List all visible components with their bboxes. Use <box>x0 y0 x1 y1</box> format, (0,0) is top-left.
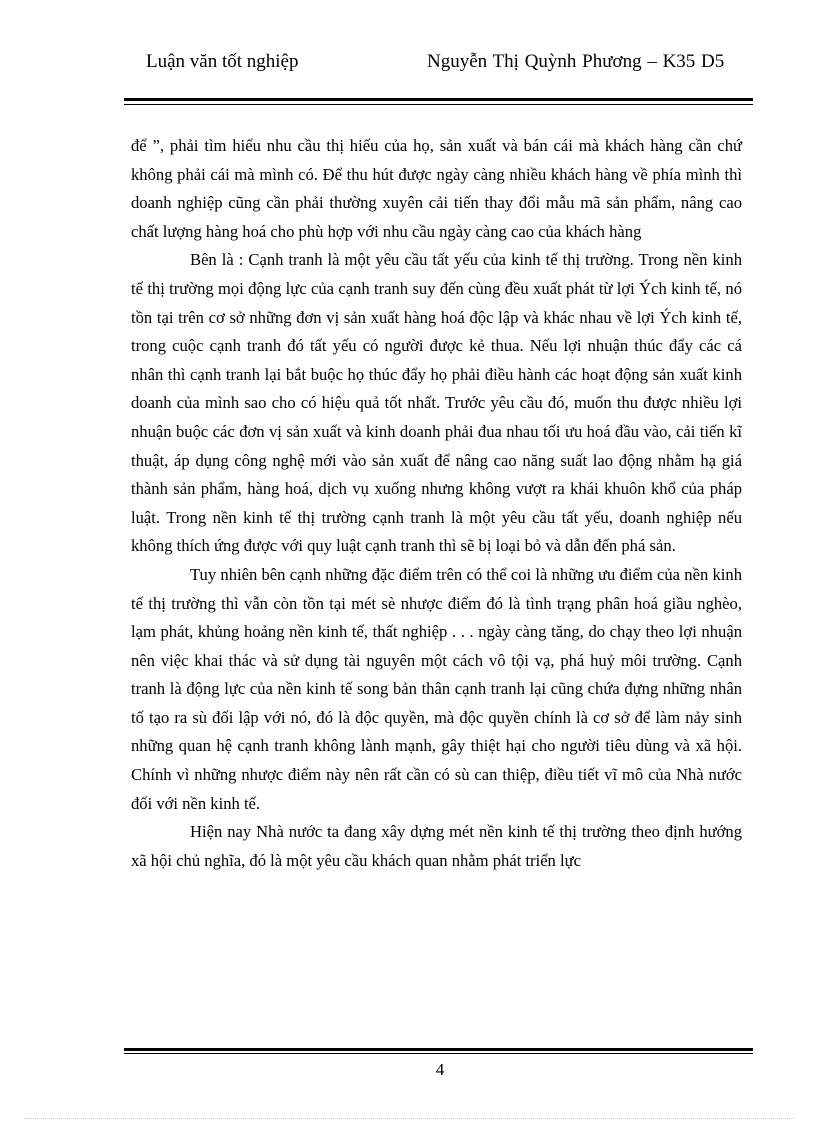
header-rule-thick <box>124 98 753 101</box>
paragraph: Bên là : Cạnh tranh là một yêu cầu tất yếu của kinh tế thị trường. Trong nền kinh tế thị trường mọi động lực của cạnh tranh suy đến cùng đều xuất phát từ lợi Ých kinh tế, nó tồn tại trên cơ sở những đơn vị sản xuất hàng hoá độc lập và khác nhau về lợi Ých kinh tế, trong cuộc cạnh tranh đó tất yếu có người được kẻ thua. Nếu lợi nhuận thúc đẩy các cá nhân thì cạnh tranh lại bắt buộc họ thúc đẩy họ phải điều hành các hoạt động sản xuất kinh doanh của mình sao cho có hiệu quả tốt nhất. Trước yêu cầu đó, muốn thu được nhiều lợi nhuận buộc các đơn vị sản xuất và kinh doanh phải đua nhau tối ưu hoá đầu vào, cải tiến kĩ thuật, áp dụng công nghệ mới vào sản xuất để nâng cao năng suất lao động nhằm hạ giá thành sản phẩm, hàng hoá, dịch vụ xuống nhưng không vượt ra khái khuôn khổ của pháp luật. Trong nền kinh tế thị trường cạnh tranh là một yêu cầu tất yếu, doanh nghiệp nếu không thích ứng được với quy luật cạnh tranh thì sẽ bị loại bỏ và dẫn đến phá sản. <box>131 250 742 556</box>
header-title: Luận văn tốt nghiệp <box>146 51 299 72</box>
paragraph-continued: để ”, phải tìm hiểu nhu cầu thị hiếu của họ, sản xuất và bán cái mà khách hàng cần chứ không phải cái mà mình có. Để thu hút được ngày càng nhiều khách hàng về phía mình thì doanh nghiệp cũng cần phải thường xuyên cải tiến thay đổi mẫu mã sản phẩm, nâng cao chất lượng hàng hoá cho phù hợp với nhu cầu ngày càng cao của khách hàng <box>131 136 742 241</box>
paragraph: Hiện nay Nhà nước ta đang xây dựng mét nền kinh tế thị trường theo định hướng xã hội chủ nghĩa, đó là một yêu cầu khách quan nhằm phát triển lực <box>131 822 742 870</box>
header-rule-thin <box>124 104 753 105</box>
document-body <box>131 132 742 875</box>
header-author: Nguyễn Thị Quỳnh Phương – K35 D5 <box>427 51 725 72</box>
footer-rule-thick <box>124 1048 753 1051</box>
page-number: 4 <box>435 1060 445 1079</box>
footer-rule-thin <box>124 1053 753 1054</box>
paragraph: Tuy nhiên bên cạnh những đặc điểm trên có thể coi là những ưu điểm của nền kinh tế thị trường thì vẫn còn tồn tại mét sè nhược điểm đó là tình trạng phân hoá giầu nghèo, lạm phát, khủng hoảng nền kinh tế, thất nghiệp . . . ngày càng tăng, do chạy theo lợi nhuận nên việc khai thác và sử dụng tài nguyên một cách vô tội vạ, phá huỷ môi trường. Cạnh tranh là động lực của nền kinh tế song bản thân cạnh tranh lại cũng chứa đựng những nhân tố tạo ra sù đối lập với nó, đó là độc quyền, mà độc quyền chính là cơ sở để làm nảy sinh những quan hệ cạnh tranh không lành mạnh, gây thiệt hại cho người tiêu dùng và xã hội. Chính vì những nhược điểm này nên rất cần có sù can thiệp, điều tiết vĩ mô của Nhà nước đối với nền kinh tế. <box>131 564 742 813</box>
page-edge-divider <box>24 1118 794 1119</box>
